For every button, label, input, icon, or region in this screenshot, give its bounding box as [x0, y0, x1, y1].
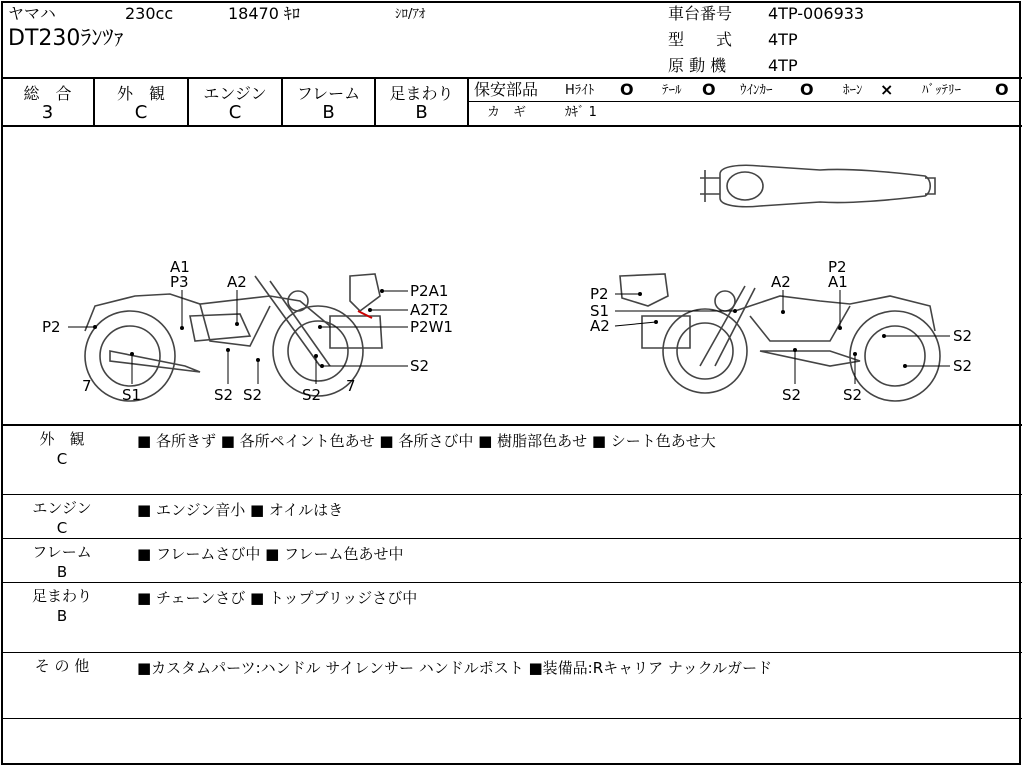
- comment-text-other: ■カスタムパーツ:ハンドル サイレンサー ハンドルポスト ■装備品:Rキャリア ナックルガード: [137, 659, 773, 677]
- comment-text-engine: ■ エンジン音小 ■ オイルはき: [137, 501, 344, 519]
- label-s2-bottom-b: S2: [843, 386, 863, 404]
- comment-text-exterior: ■ 各所きず ■ 各所ペイント色あせ ■ 各所さび中 ■ 樹脂部色あせ ■ シート色あせ大: [137, 432, 716, 450]
- engine-value: 4TP: [768, 56, 798, 75]
- label-a2t2: A2T2: [410, 301, 449, 319]
- comment-row-suspension: [2, 582, 1022, 653]
- battery-label: ﾊﾞｯﾃﾘｰ: [922, 83, 961, 98]
- comments-bottom-line: [2, 718, 1022, 719]
- taillight-label: ﾃｰﾙ: [662, 83, 682, 98]
- comment-label-frame: フレーム: [32, 543, 92, 561]
- grade-top-line: [2, 77, 1022, 79]
- label-s1: S1: [122, 386, 142, 404]
- label-a1: A1: [828, 273, 848, 291]
- label-p2: P2: [590, 285, 609, 303]
- label-a2-top: A2: [771, 273, 791, 291]
- grade-divider: [467, 78, 469, 126]
- label-s2-a: S2: [214, 386, 234, 404]
- left-side-motorcycle: [85, 274, 382, 401]
- mileage: 18470 ｷﾛ: [228, 4, 300, 23]
- label-p3: P3: [170, 273, 189, 291]
- frame-number-value: 4TP-006933: [768, 4, 865, 23]
- comment-label-engine: エンジン: [32, 499, 92, 517]
- engine-label: 原 動 機: [668, 56, 727, 75]
- label-s2-bottom-a: S2: [782, 386, 802, 404]
- exterior-grade: C: [134, 102, 148, 123]
- label-p2: P2: [42, 318, 61, 336]
- maker: ヤマハ: [8, 4, 56, 23]
- damage-diagram: [0, 126, 1024, 424]
- label-a2: A2: [227, 273, 247, 291]
- headlight-label: Hﾗｲﾄ: [565, 83, 595, 98]
- comment-row-frame: [2, 538, 1022, 583]
- comment-label-other: そ の 他: [34, 657, 90, 675]
- safety-label: 保安部品: [474, 80, 539, 99]
- engine-grade: C: [228, 102, 242, 123]
- overall-label: 総 合: [23, 84, 72, 103]
- label-s2-b: S2: [243, 386, 263, 404]
- label-s2-b: S2: [953, 357, 973, 375]
- label-s2-right: S2: [410, 357, 430, 375]
- comment-row-engine: [2, 494, 1022, 539]
- label-p2-top: P2: [828, 258, 847, 276]
- label-seven-b: 7: [346, 377, 356, 395]
- right-side-motorcycle: [620, 274, 940, 401]
- comment-grade-suspension: B: [56, 607, 68, 625]
- color: ｼﾛ/ｱｵ: [395, 7, 426, 22]
- label-p2a1: P2A1: [410, 282, 449, 300]
- comment-row-other: [2, 652, 1022, 719]
- frame-number-label: 車台番号: [668, 4, 733, 23]
- frame-grade: B: [322, 102, 335, 123]
- winker-label: ｳｲﾝｶｰ: [740, 83, 773, 98]
- label-a2-left: A2: [590, 317, 610, 335]
- comment-grade-exterior: C: [56, 450, 68, 468]
- key-value: ｶｷﾞ 1: [565, 105, 597, 120]
- right-diagram-labels: [590, 258, 972, 404]
- damage-mark: [358, 311, 372, 318]
- frame-grade-label: フレーム: [296, 84, 361, 103]
- suspension-grade: B: [415, 102, 428, 123]
- key-label: カ ギ: [487, 105, 527, 120]
- horn-mark: ×: [880, 80, 894, 99]
- comment-grade-engine: C: [56, 519, 68, 537]
- type-label: 型 式: [668, 30, 733, 49]
- overall-grade: 3: [41, 102, 54, 123]
- type-value: 4TP: [768, 30, 798, 49]
- safety-divider: [468, 101, 1020, 102]
- comment-label-exterior: 外 観: [39, 430, 85, 448]
- comment-row-exterior: [2, 426, 1022, 494]
- horn-label: ﾎｰﾝ: [843, 83, 863, 98]
- label-s1: S1: [590, 302, 610, 320]
- label-s2-c: S2: [302, 386, 322, 404]
- label-s2-a: S2: [953, 327, 973, 345]
- label-p2w1: P2W1: [410, 318, 453, 336]
- comment-text-suspension: ■ チェーンさび ■ トップブリッジさび中: [137, 589, 418, 607]
- engine-grade-label: エンジン: [203, 84, 267, 103]
- label-seven-a: 7: [82, 377, 92, 395]
- winker-mark: O: [800, 80, 814, 99]
- battery-mark: O: [995, 80, 1009, 99]
- top-view-motorcycle: [700, 165, 935, 206]
- label-a1: A1: [170, 258, 190, 276]
- suspension-grade-label: 足まわり: [389, 84, 454, 103]
- exterior-label: 外 観: [116, 84, 165, 103]
- comment-label-suspension: 足まわり: [31, 587, 92, 605]
- displacement: 230cc: [125, 4, 174, 23]
- taillight-mark: O: [702, 80, 716, 99]
- comment-grade-frame: B: [56, 563, 68, 581]
- comment-text-frame: ■ フレームさび中 ■ フレーム色あせ中: [137, 545, 404, 563]
- headlight-mark: O: [620, 80, 634, 99]
- model-name: DT230ﾗﾝﾂｧ: [8, 26, 125, 51]
